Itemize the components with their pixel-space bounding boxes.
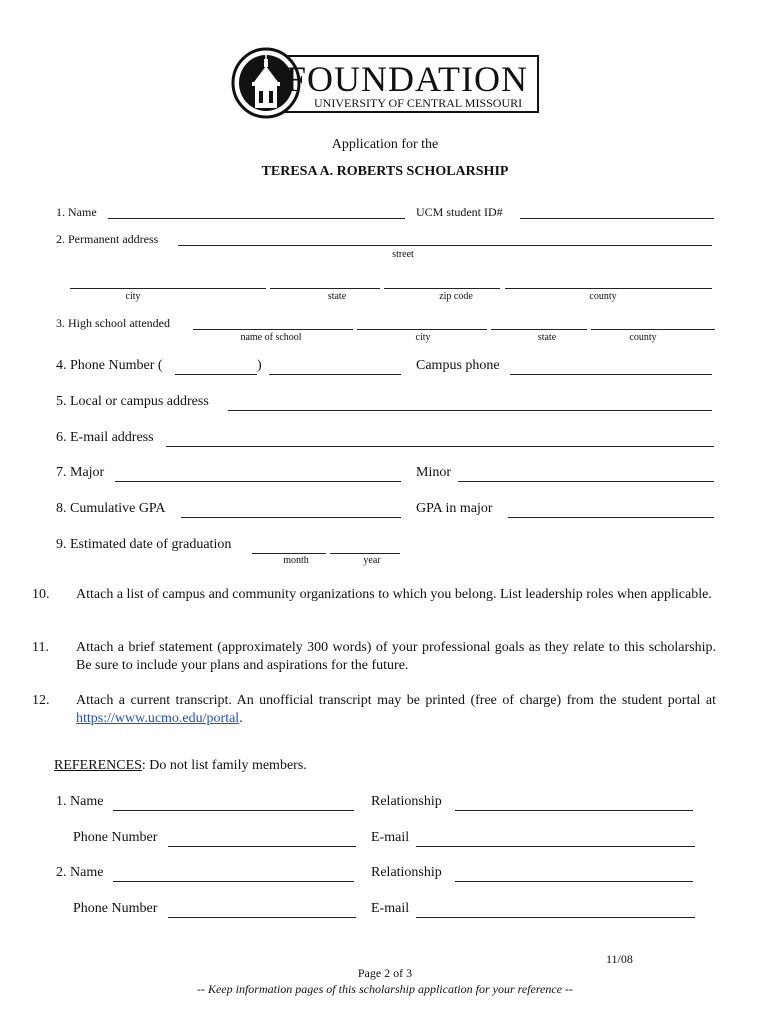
campus-phone-field[interactable] bbox=[510, 374, 712, 375]
phone-area-code-field[interactable] bbox=[175, 374, 257, 375]
references-heading: REFERENCES bbox=[54, 758, 142, 773]
gpa-major-label: GPA in major bbox=[416, 501, 493, 516]
school-county-caption: county bbox=[629, 332, 657, 343]
name-field[interactable] bbox=[108, 218, 405, 219]
city-caption: city bbox=[125, 291, 141, 302]
reference-2-phone-label: Phone Number bbox=[73, 901, 158, 916]
logo-sub-text: UNIVERSITY OF CENTRAL MISSOURI bbox=[314, 96, 523, 110]
reference-2-email-field[interactable] bbox=[416, 917, 695, 918]
minor-field[interactable] bbox=[458, 481, 714, 482]
item-12-text: Attach a current transcript. An unofficial transcript may be printed (free of charge) from the student portal at bbox=[76, 693, 716, 708]
reference-1-phone-field[interactable] bbox=[168, 846, 356, 847]
local-address-label: 5. Local or campus address bbox=[56, 394, 209, 409]
street-caption: street bbox=[392, 249, 414, 260]
application-for-heading: Application for the bbox=[331, 137, 439, 152]
page-number: Page 2 of 3 bbox=[357, 966, 413, 980]
reference-1-email-label: E-mail bbox=[371, 830, 410, 845]
instruction-item-10 bbox=[32, 586, 716, 604]
local-address-field[interactable] bbox=[228, 410, 712, 411]
phone-number-field[interactable] bbox=[269, 374, 401, 375]
ucm-id-label: UCM student ID# bbox=[416, 205, 503, 219]
reference-1-email-field[interactable] bbox=[416, 846, 695, 847]
item-12-number: 12. bbox=[32, 693, 50, 708]
high-school-city-field[interactable] bbox=[357, 329, 487, 330]
reference-2-email-label: E-mail bbox=[371, 901, 410, 916]
reference-1-relationship-field[interactable] bbox=[455, 810, 693, 811]
high-school-state-field[interactable] bbox=[491, 329, 587, 330]
logo-main-text: FOUNDATION bbox=[286, 59, 528, 99]
footer-note: -- Keep information pages of this scholarship application for your reference -- bbox=[196, 982, 574, 996]
references-section bbox=[54, 758, 307, 774]
school-state-caption: state bbox=[537, 332, 557, 343]
high-school-name-field[interactable] bbox=[193, 329, 353, 330]
reference-1-name-label: 1. Name bbox=[56, 794, 104, 809]
graduation-label: 9. Estimated date of graduation bbox=[56, 537, 232, 552]
reference-2-relationship-field[interactable] bbox=[455, 881, 693, 882]
county-field[interactable] bbox=[505, 288, 712, 289]
year-caption: year bbox=[363, 555, 381, 566]
zip-field[interactable] bbox=[384, 288, 500, 289]
graduation-year-field[interactable] bbox=[330, 553, 400, 554]
gpa-field[interactable] bbox=[181, 517, 401, 518]
major-field[interactable] bbox=[115, 481, 401, 482]
county-caption: county bbox=[589, 291, 617, 302]
state-field[interactable] bbox=[270, 288, 380, 289]
school-name-caption: name of school bbox=[240, 332, 302, 343]
reference-2-phone-field[interactable] bbox=[168, 917, 356, 918]
high-school-county-field[interactable] bbox=[591, 329, 715, 330]
item-11-text: Attach a brief statement (approximately 300 words) of your professional goals as they relate to this scholarship. Be sure to include your plans and aspirations for the future. bbox=[76, 640, 716, 673]
item-11-number: 11. bbox=[32, 640, 49, 655]
portal-link[interactable]: https://www.ucmo.edu/portal bbox=[76, 711, 240, 726]
item-10-number: 10. bbox=[32, 587, 50, 602]
high-school-label: 3. High school attended bbox=[56, 316, 170, 330]
address-label: 2. Permanent address bbox=[56, 232, 159, 246]
reference-2-name-field[interactable] bbox=[113, 881, 354, 882]
scholarship-title: TERESA A. ROBERTS SCHOLARSHIP bbox=[261, 164, 509, 179]
reference-2-relationship-label: Relationship bbox=[371, 865, 442, 880]
zip-caption: zip code bbox=[439, 291, 473, 302]
city-field[interactable] bbox=[70, 288, 266, 289]
gpa-major-field[interactable] bbox=[508, 517, 714, 518]
reference-1-name-field[interactable] bbox=[113, 810, 354, 811]
references-note: : Do not list family members. bbox=[141, 758, 307, 773]
item-10-text: Attach a list of campus and community organizations to which you belong. List leadership roles when applicable. bbox=[76, 587, 712, 602]
instruction-item-12 bbox=[32, 692, 716, 728]
ucm-id-field[interactable] bbox=[520, 218, 714, 219]
phone-label: 4. Phone Number ( bbox=[56, 358, 163, 373]
gpa-label: 8. Cumulative GPA bbox=[56, 501, 166, 516]
foundation-logo bbox=[230, 46, 540, 120]
state-caption: state bbox=[327, 291, 347, 302]
item-12-period: . bbox=[239, 711, 243, 726]
revision-date: 11/08 bbox=[606, 952, 633, 966]
instruction-item-11 bbox=[32, 639, 716, 675]
reference-1-phone-label: Phone Number bbox=[73, 830, 158, 845]
minor-label: Minor bbox=[416, 465, 451, 480]
major-label: 7. Major bbox=[56, 465, 105, 480]
campus-phone-label: Campus phone bbox=[416, 358, 500, 373]
graduation-month-field[interactable] bbox=[252, 553, 326, 554]
email-field[interactable] bbox=[166, 446, 714, 447]
phone-close-paren: ) bbox=[257, 358, 262, 373]
school-city-caption: city bbox=[415, 332, 431, 343]
email-label: 6. E-mail address bbox=[56, 430, 154, 445]
street-field[interactable] bbox=[178, 245, 712, 246]
name-label: 1. Name bbox=[56, 205, 97, 219]
reference-1-relationship-label: Relationship bbox=[371, 794, 442, 809]
month-caption: month bbox=[283, 555, 309, 566]
reference-2-name-label: 2. Name bbox=[56, 865, 104, 880]
